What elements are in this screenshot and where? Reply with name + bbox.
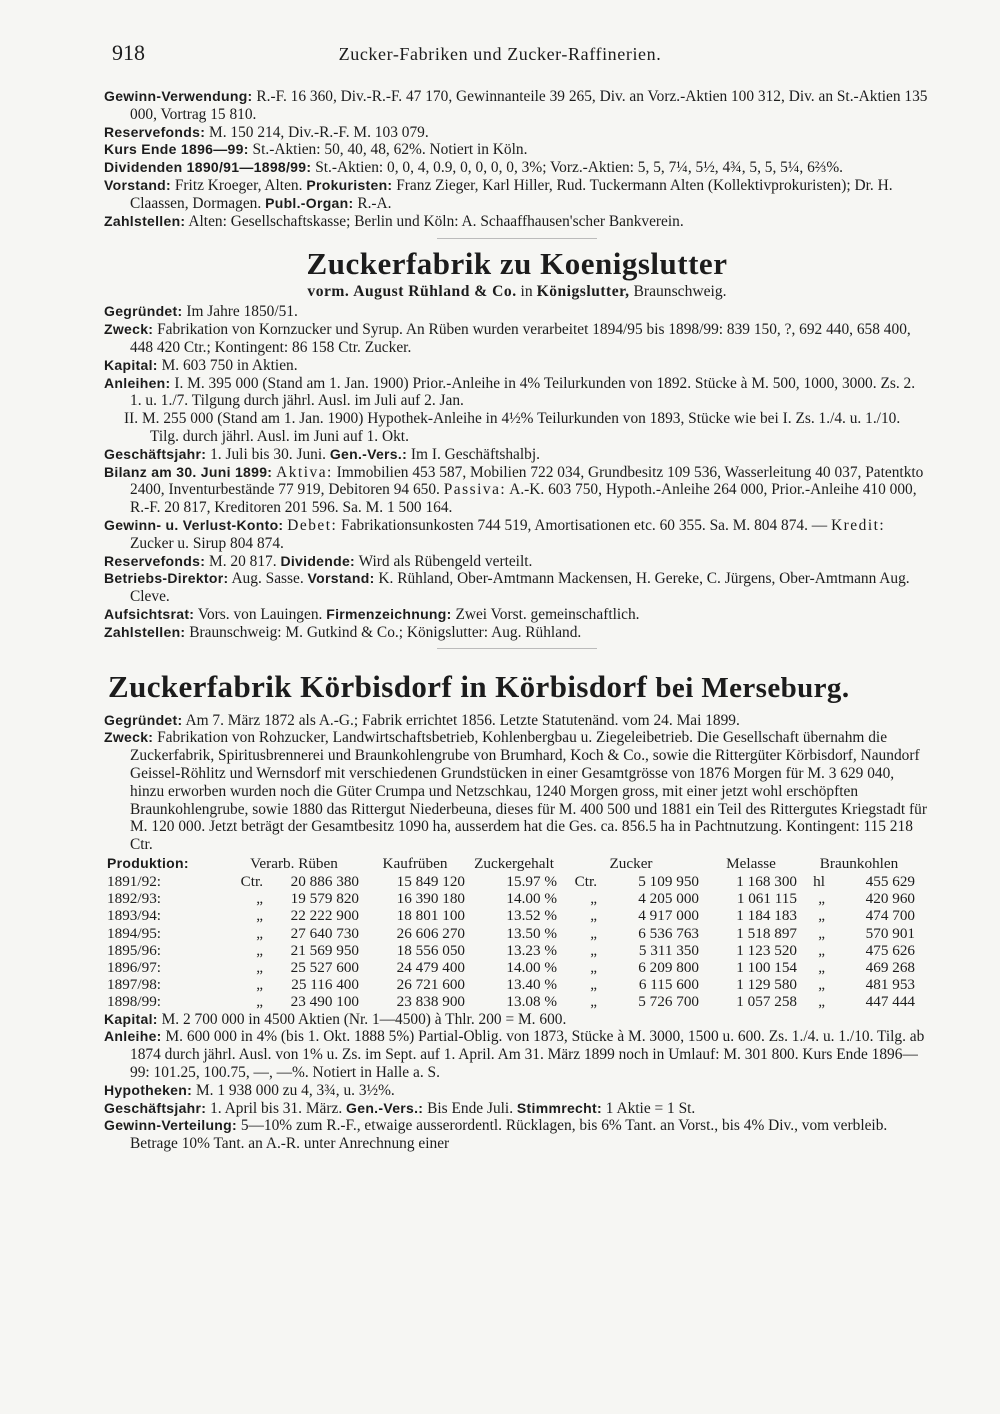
- entry-vorstand: Vorstand: Fritz Kroeger, Alten. Prokuristen: Franz Zieger, Karl Hiller, Rud. Tuckermann Alten (Kollektivprokuristen); Dr. H. Claassen, Dormagen. Publ.-Organ: R.-A.: [104, 176, 893, 212]
- table-cell-melasse: 1 100 154: [736, 958, 797, 976]
- table-cell-u1: „: [256, 958, 263, 976]
- table-cell-u3: hl: [813, 872, 825, 890]
- table-cell-gehalt: 13.08 %: [506, 993, 557, 1011]
- table-cell-kauf: 26 721 600: [396, 976, 465, 994]
- entry-anleihen: Anleihen: I. M. 395 000 (Stand am 1. Jan. 1900) Prior.-Anleihe in 4% Teilurkunden von 1892. Stücke à M. 500, 1000, 3000. Zs. 2. 1. u. 1./7. Tilgung durch jährl. Ausl. im Juli auf 2. Jan.: [104, 374, 916, 410]
- table-cell-u1: Ctr.: [240, 872, 263, 890]
- produktion-rows: [104, 873, 918, 1011]
- entry-gewinn-verlust: Gewinn- u. Verlust-Konto: Debet: Fabrikationsunkosten 744 519, Amortisationen etc. 60 355. Sa. M. 804 874. — Kredit: Zucker u. Sirup 804 874.: [104, 516, 886, 552]
- entry-zahlstellen: Zahlstellen: Braunschweig: M. Gutkind & Co.; Königslutter: Aug. Rühland.: [104, 623, 582, 641]
- entry-dividenden: Dividenden 1890/91—1898/99: St.-Aktien: 0, 0, 4, 0.9, 0, 0, 0, 0, 3%; Vorz.-Aktien: 5, 5, 7¼, 5½, 4¾, 5, 5, 5¼, 6⅔%.: [104, 159, 844, 177]
- entry-reservefonds: Reservefonds: M. 150 214, Div.-R.-F. M. 103 079.: [104, 123, 429, 141]
- entry-geschaeftsjahr: Geschäftsjahr: 1. April bis 31. März. Gen.-Vers.: Bis Ende Juli. Stimmrecht: 1 Aktie = 1 St.: [104, 1099, 696, 1117]
- table-row: [104, 907, 918, 924]
- table-cell-year: 1891/92:: [107, 872, 162, 890]
- page-number: 918: [112, 40, 145, 65]
- table-cell-u3: „: [818, 941, 825, 959]
- table-cell-year: 1897/98:: [107, 976, 162, 994]
- table-cell-zucker: 4 205 000: [638, 890, 699, 908]
- table-cell-braun: 420 960: [865, 890, 915, 908]
- table-cell-rueben: 19 579 820: [290, 890, 359, 908]
- table-cell-u2: „: [590, 890, 597, 908]
- table-cell-kauf: 26 606 270: [396, 924, 465, 942]
- entry-gegruendet: Gegründet: Am 7. März 1872 als A.-G.; Fabrik errichtet 1856. Letzte Statutenänd. vom 24. Mai 1899.: [104, 711, 740, 729]
- table-cell-u1: „: [256, 907, 263, 925]
- entry-zweck: Zweck: Fabrikation von Rohzucker, Landwirtschaftsbetrieb, Kohlenbergbau u. Ziegeleibetrieb. Die Gesellschaft übernahm die Zuckerfabrik, Spiritusbrennerei und Braunkohlengrube von Brumhard, Koch & Co., sowie die Rittergüter Körbisdorf, Naundorf Geissel-Röhlitz und Wernsdorf mit verschiedenen Grundstücken in einer Gesamtgrösse von 1876 Morgen für M. 3 629 040, hinzu erworben wurden noch die Güter Crumpa und Netzschkau, 1240 Morgen gross, mit einer jetzt wohl erschöpften Braunkohlengrube, sowie 1880 das Rittergut Niederbeuna, dieses für M. 400 500 und 1881 ein Teil des Rittergutes Kriegstadt für M. 120 000. Jetzt beträgt der Gesamtbesitz 1090 ha, ausserdem hat die Ges. ca. 856.5 ha in Pachtnutzung. Kontingent: 115 218 Ctr.: [104, 729, 927, 854]
- column-header: Verarb. Rüben: [250, 854, 338, 872]
- section-divider: [437, 648, 597, 649]
- table-cell-melasse: 1 518 897: [736, 924, 797, 942]
- table-cell-u1: „: [256, 941, 263, 959]
- table-row: [104, 976, 918, 993]
- table-row: [104, 890, 918, 907]
- table-cell-u3: „: [818, 993, 825, 1011]
- table-cell-kauf: 18 801 100: [396, 907, 465, 925]
- table-cell-melasse: 1 129 580: [736, 976, 797, 994]
- table-row: [104, 942, 918, 959]
- company-koenigslutter: [104, 245, 930, 641]
- table-cell-kauf: 15 849 120: [396, 872, 465, 890]
- entry-zweck: Zweck: Fabrikation von Kornzucker und Syrup. An Rüben wurden verarbeitet 1894/95 bis 1898/99: 839 150, ?, 692 440, 658 400, 448 420 Ctr.; Kontingent: 86 158 Ctr. Zucker.: [104, 321, 911, 356]
- table-cell-kauf: 18 556 050: [396, 941, 465, 959]
- entry-aufsichtsrat: Aufsichtsrat: Vors. von Lauingen. Firmenzeichnung: Zwei Vorst. gemeinschaftlich.: [104, 605, 640, 623]
- running-title: Zucker-Fabriken und Zucker-Raffinerien.: [338, 44, 662, 64]
- entry-anleihen-2: II. M. 255 000 (Stand am 1. Jan. 1900) Hypothek-Anleihe in 4½% Teilurkunden von 1893, Stücke wie bei I. Zs. 1./4. u. 1./10. Tilg. durch jährl. Ausl. im Juni auf 1. Okt.: [124, 410, 901, 445]
- column-header: Melasse: [726, 854, 776, 872]
- table-cell-year: 1894/95:: [107, 924, 162, 942]
- table-cell-braun: 474 700: [865, 907, 915, 925]
- table-cell-u2: „: [590, 976, 597, 994]
- table-cell-u2: „: [590, 941, 597, 959]
- company-subtitle: vorm. August Rühland & Co. in Königslutter, Braunschweig.: [307, 283, 727, 301]
- table-cell-zucker: 5 726 700: [638, 993, 699, 1011]
- table-cell-kauf: 23 838 900: [396, 993, 465, 1011]
- entry-gewinn-verwendung: Gewinn-Verwendung: R.-F. 16 360, Div.-R.-F. 47 170, Gewinnanteile 39 265, Div. an Vorz.-Aktien 100 312, Div. an St.-Aktien 135 000, Vortrag 15 810.: [104, 88, 928, 123]
- produktion-label: Produktion:: [107, 854, 189, 871]
- table-row: [104, 925, 918, 942]
- table-cell-braun: 447 444: [865, 993, 915, 1011]
- column-header: Kaufrüben: [382, 854, 448, 872]
- table-cell-u1: „: [256, 976, 263, 994]
- table-cell-year: 1893/94:: [107, 907, 162, 925]
- table-cell-u3: „: [818, 890, 825, 908]
- section-divider: [437, 238, 597, 239]
- table-cell-rueben: 21 569 950: [290, 941, 359, 959]
- table-cell-melasse: 1 123 520: [736, 941, 797, 959]
- table-cell-u1: „: [256, 890, 263, 908]
- table-cell-gehalt: 14.00 %: [506, 958, 557, 976]
- entry-hypotheken: Hypotheken: M. 1 938 000 zu 4, 3¾, u. 3½%.: [104, 1081, 395, 1099]
- table-cell-rueben: 27 640 730: [290, 924, 359, 942]
- table-cell-year: 1896/97:: [107, 958, 162, 976]
- company-koerbisdorf: [104, 669, 930, 1153]
- company-title: Zuckerfabrik zu Koenigslutter: [306, 246, 728, 282]
- table-cell-rueben: 20 886 380: [290, 872, 359, 890]
- table-cell-braun: 469 268: [865, 958, 915, 976]
- table-cell-u2: „: [590, 924, 597, 942]
- table-cell-melasse: 1 184 183: [736, 907, 797, 925]
- table-cell-kauf: 16 390 180: [396, 890, 465, 908]
- table-cell-u3: „: [818, 924, 825, 942]
- table-cell-melasse: 1 168 300: [736, 872, 797, 890]
- table-cell-u2: Ctr.: [574, 872, 597, 890]
- table-cell-year: 1892/93:: [107, 890, 162, 908]
- previous-entry: [104, 88, 930, 230]
- table-cell-kauf: 24 479 400: [396, 958, 465, 976]
- entry-gewinn-verteilung: Gewinn-Verteilung: 5—10% zum R.-F., etwaige ausserordentl. Rücklagen, bis 6% Tant. an Vorst., bis 4% Div., vom verbleib. Betrage 10% Tant. an A.-R. unter Anrechnung einer: [104, 1117, 888, 1153]
- entry-kapital: Kapital: M. 2 700 000 in 4500 Aktien (Nr. 1—4500) à Thlr. 200 = M. 600.: [104, 1010, 567, 1028]
- produktion-table: [104, 854, 918, 1011]
- entry-zahlstellen: Zahlstellen: Alten: Gesellschaftskasse; Berlin und Köln: A. Schaaffhausen'scher Bankverein.: [104, 212, 684, 230]
- entry-betriebsdirektor-vorstand: Betriebs-Direktor: Aug. Sasse. Vorstand: K. Rühland, Ober-Amtmann Mackensen, H. Gereke, C. Jürgens, Ober-Amtmann Aug. Cleve.: [104, 570, 910, 606]
- entry-gegruendet: Gegründet: Im Jahre 1850/51.: [104, 303, 298, 321]
- entry-kurs: Kurs Ende 1896—99: St.-Aktien: 50, 40, 48, 62%. Notiert in Köln.: [104, 141, 528, 159]
- table-cell-gehalt: 13.52 %: [506, 907, 557, 925]
- table-cell-zucker: 5 311 350: [638, 941, 699, 959]
- table-cell-u1: „: [256, 993, 263, 1011]
- table-cell-u2: „: [590, 907, 597, 925]
- table-cell-u3: „: [818, 976, 825, 994]
- table-cell-braun: 570 901: [865, 924, 915, 942]
- table-cell-gehalt: 14.00 %: [506, 890, 557, 908]
- entry-bilanz: Bilanz am 30. Juni 1899: Aktiva: Immobilien 453 587, Mobilien 722 034, Grundbesitz 109 536, Wasserleitung 40 037, Patentkto 2400, Inventurbestände 77 919, Debitoren 94 650. Passiva: A.-K. 603 750, Hypoth.-Anleihe 264 000, Prior.-Anleihe 410 000, R.-F. 20 817, Kreditoren 201 596. Sa. M. 1 500 164.: [104, 463, 924, 517]
- entry-anleihe: Anleihe: M. 600 000 in 4% (bis 1. Okt. 1888 5%) Partial-Oblig. von 1873, Stücke à M. 3000, 1500 u. 600. Zs. 1./4. u. 1./10. Tilg. ab 1874 durch jährl. Ausl. von 1% u. Zs. im Sept. auf 1. April. Am 31. März 1899 noch in Umlauf: M. 301 800. Kurs Ende 1896—99: 101.25, 100.75, —, —%. Notiert in Halle a. S.: [104, 1028, 925, 1081]
- table-cell-u1: „: [256, 924, 263, 942]
- table-cell-gehalt: 15.97 %: [506, 872, 557, 890]
- table-cell-zucker: 5 109 950: [638, 872, 699, 890]
- table-cell-melasse: 1 057 258: [736, 993, 797, 1011]
- table-cell-gehalt: 13.40 %: [506, 976, 557, 994]
- table-cell-gehalt: 13.23 %: [506, 941, 557, 959]
- table-cell-rueben: 22 222 900: [290, 907, 359, 925]
- table-cell-braun: 475 626: [865, 941, 915, 959]
- table-cell-braun: 455 629: [865, 872, 915, 890]
- entry-kapital: Kapital: M. 603 750 in Aktien.: [104, 356, 298, 374]
- table-row: [104, 959, 918, 976]
- table-cell-u2: „: [590, 958, 597, 976]
- table-cell-braun: 481 953: [865, 976, 915, 994]
- table-cell-rueben: 23 490 100: [290, 993, 359, 1011]
- column-header: Zucker: [609, 854, 653, 872]
- table-cell-rueben: 25 116 400: [291, 976, 359, 994]
- table-cell-gehalt: 13.50 %: [506, 924, 557, 942]
- table-cell-u3: „: [818, 958, 825, 976]
- table-cell-zucker: 4 917 000: [638, 907, 699, 925]
- table-cell-melasse: 1 061 115: [736, 890, 797, 908]
- table-cell-rueben: 25 527 600: [290, 958, 359, 976]
- table-row: [104, 993, 918, 1010]
- table-cell-u3: „: [818, 907, 825, 925]
- table-cell-u2: „: [590, 993, 597, 1011]
- company-title: Zuckerfabrik Körbisdorf in Körbisdorf bei Merseburg.: [108, 668, 850, 704]
- table-cell-zucker: 6 536 763: [638, 924, 699, 942]
- column-header: Braunkohlen: [819, 854, 899, 872]
- page-content: [104, 88, 930, 1153]
- table-cell-zucker: 6 209 800: [638, 958, 699, 976]
- table-cell-year: 1895/96:: [107, 941, 162, 959]
- table-cell-zucker: 6 115 600: [638, 976, 699, 994]
- column-header: Zuckergehalt: [474, 854, 554, 872]
- table-cell-year: 1898/99:: [107, 993, 162, 1011]
- entry-reservefonds-dividende: Reservefonds: M. 20 817. Dividende: Wird als Rübengeld verteilt.: [104, 552, 533, 570]
- table-row: [104, 873, 918, 890]
- table-header-row: [104, 854, 918, 873]
- entry-geschaeftsjahr: Geschäftsjahr: 1. Juli bis 30. Juni. Gen.-Vers.: Im I. Geschäftshalbj.: [104, 445, 540, 463]
